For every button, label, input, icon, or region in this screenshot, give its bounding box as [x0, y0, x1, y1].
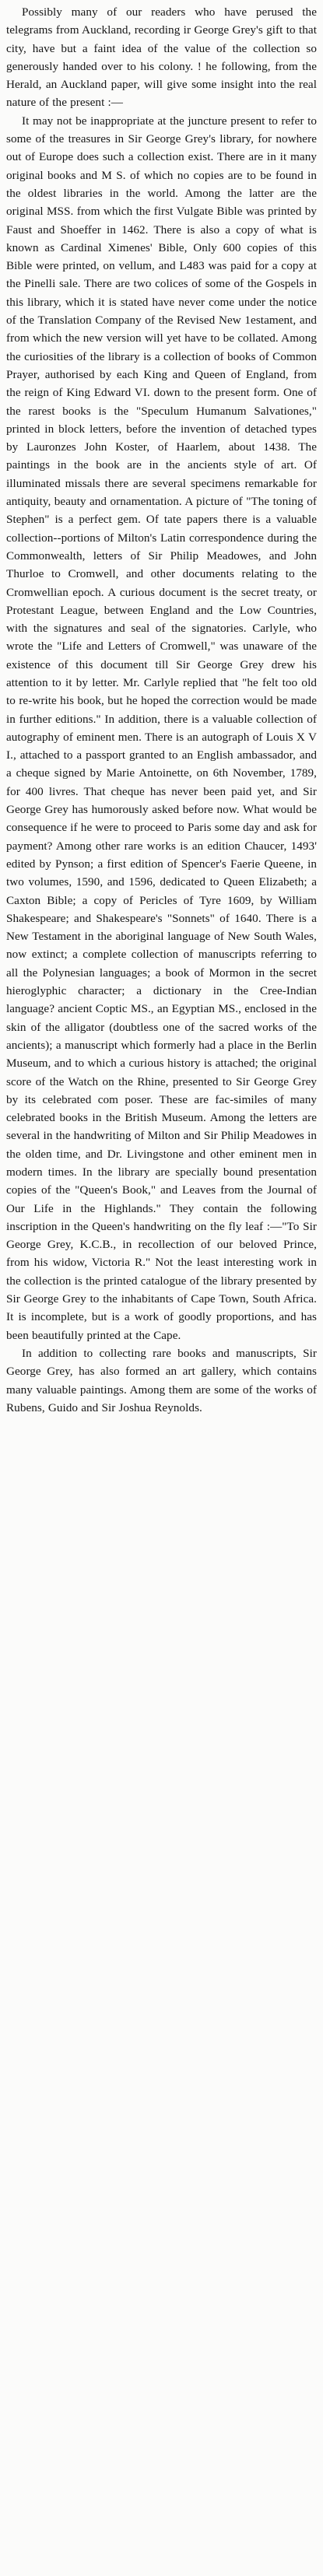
- intro-paragraph: Possibly many of our readers who have perused the telegrams from Auckland, recording ir George Grey's gift to that city, have but a faint idea of the value of the collection so generously handed over to his colony. ! he following, from the Herald, an Auckland paper, will give some insight into the real nature of the present :—: [6, 5, 317, 110]
- art-gallery-paragraph: In addition to collecting rare books and manuscripts, Sir George Grey, has also formed an art gallery, which contains many valuable paintings. Among them are some of the works of Rubens, Guido and Sir Joshua Reynolds.: [6, 1346, 317, 1414]
- library-treasures-paragraph: It may not be inappropriate at the juncture present to refer to some of the treasures in Sir George Grey's library, for nowhere out of Europe does such a collection exist. There are in it many original books and M S. of which no copies are to be found in the oldest libraries in the world. Among the latter are the original MSS. from which the first Vulgate Bible was printed by Faust and Shoeffer in 1462. There is also a copy of what is known as Cardinal Ximenes' Bible, Only 600 copies of this Bible were printed, on vellum, and L483 was paid for a copy at the Pinelli sale. There are two colices of some of the Gospels in this library, which it is stated have never come under the notice of the Translation Company of the Revised New 1estament, and from which the new version will yet have to be collated. Among the curiosities of the library is a collection of books of Common Prayer, authorised by each King and Queen of England, from the reign of King Edward VI. down to the present form. One of the rarest books is the "Speculum Humanum Salvationes," printed in block letters, before the invention of detached types by Lauronzes John Koster, of Haarlem, about 1438. The paintings in the book are in the ancients style of art. Of illuminated missals there are several specimens remarkable for antiquity, beauty and ornamentation. A picture of "The toning of Stephen" is a perfect gem. Of tate papers there is a valuable collection--portions of Milton's Latin correspondence during the Commonwealth, letters of Sir Philip Meadowes, and John Thurloe to Cromwell, and other documents relating to the Cromwellian epoch. A curious document is the secret treaty, or Protestant League, between England and the Low Countries, with the signatures and seal of the signatories. Carlyle, who wrote the "Life and Letters of Cromwell," was unaware of the existence of this document till Sir George Grey drew his attention to it by letter. Mr. Carlyle replied that "he felt too old to re-write his book, but he hoped the correction would be made in further editions." In addition, there is a valuable collection of autography of eminent men. There is an autograph of Louis X V I., attached to a passport granted to an English ambassador, and a cheque signed by Marie Antoinette, on 6th November, 1789, for 400 livres. That cheque has never been paid yet, and Sir George Grey has humorously asked before now. What would be consequence if he were to proceed to Paris some day and ask for payment? Among other rare works is an edition Chaucer, 1493' edited by Pynson; a first edition of Spencer's Faerie Queene, in two volumes, 1590, and 1596, dedicated to Queen Elizabeth; a Caxton Bible; a copy of Pericles of Tyre 1609, by William Shakespeare; and Shakespeare's "Sonnets" of 1640. There is a New Testament in the aboriginal language of New South Wales, now extinct; a complete collection of manuscripts referring to all the Polynesian languages; a book of Mormon in the secret hieroglyphic character; a dictionary in the Cree-Indian language? ancient Coptic MS., an Egyptian MS., enclosed in the skin of the alligator (doubtless one of the sacred works of the ancients); a manuscript which formerly had a place in the Berlin Museum, and to which a curious history is attached; the original score of the Watch on the Rhine, presented to Sir George Grey by its celebrated com poser. These are fac-similes of many celebrated books in the British Museum. Among the letters are several in the handwriting of Milton and Sir Philip Meadowes in the olden time, and Dr. Livingstone and other eminent men in modern times. In the library are specially bound presentation copies of the "Queen's Book," and Leaves from the Journal of Our Life in the Highlands." They contain the following inscription in the Queen's handwriting on the fly leaf :—"To Sir George Grey, K.C.B., in recollection of our beloved Prince, from his widow, Victoria R." Not the least interesting work in the collection is the printed catalogue of the library presented by Sir George Grey to the inhabitants of Cape Town, South Africa. It is incomplete, but is a work of goodly proportions, and has been beautifully printed at the Cape.: [6, 114, 317, 1342]
